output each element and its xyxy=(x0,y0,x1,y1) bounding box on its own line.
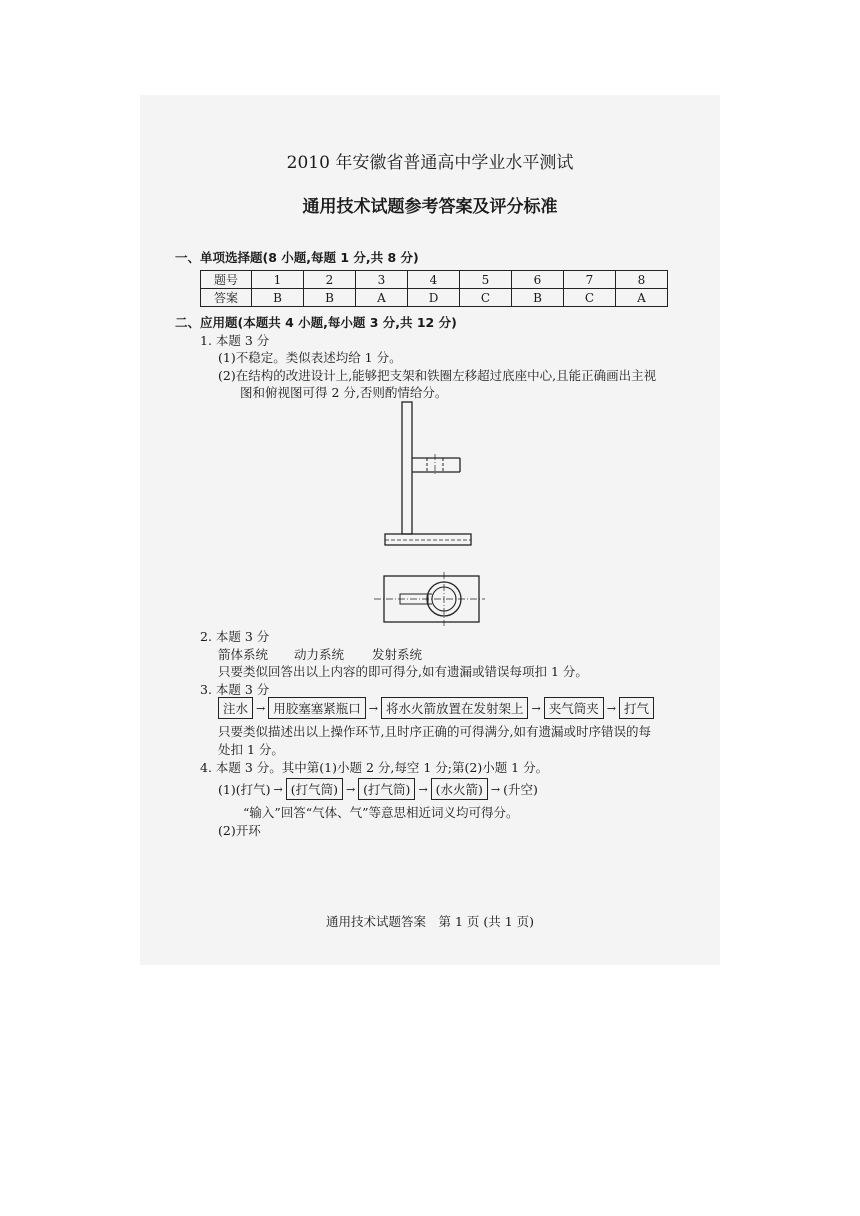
q4-note: “输入”回答“气体、气”等意思相近词义均可得分。 xyxy=(243,805,519,820)
table-cell: 答案 xyxy=(201,289,252,307)
flow-step: 打气 xyxy=(619,697,654,719)
table-cell: 8 xyxy=(616,271,668,289)
q2-term-3: 发射系统 xyxy=(372,647,423,662)
q1-item1: (1)不稳定。类似表述均给 1 分。 xyxy=(218,350,402,365)
q1-item2-line2: 图和俯视图可得 2 分,否则酌情给分。 xyxy=(240,385,448,400)
table-cell: 3 xyxy=(356,271,408,289)
flow-step: 夹气筒夹 xyxy=(544,697,604,719)
table-cell: 2 xyxy=(304,271,356,289)
q3-flowchart xyxy=(218,697,654,719)
answer-table xyxy=(200,270,668,307)
q4-title: 4. 本题 3 分。其中第(1)小题 2 分,每空 1 分;第(2)小题 1 分。 xyxy=(200,760,549,775)
top-view-drawing xyxy=(372,568,487,628)
q2-note: 只要类似回答出以上内容的即可得分,如有遗漏或错误每项扣 1 分。 xyxy=(218,664,588,679)
table-cell: B xyxy=(304,289,356,307)
q2-title: 2. 本题 3 分 xyxy=(200,629,270,644)
section1-heading: 一、单项选择题(8 小题,每题 1 分,共 8 分) xyxy=(175,250,419,265)
q1-title: 1. 本题 3 分 xyxy=(200,333,270,348)
table-cell: A xyxy=(616,289,668,307)
section2-heading: 二、应用题(本题共 4 小题,每小题 3 分,共 12 分) xyxy=(175,315,457,330)
table-cell: 4 xyxy=(408,271,460,289)
table-cell: A xyxy=(356,289,408,307)
flow-suffix: (升空) xyxy=(503,782,538,797)
flow-step: 将水火箭放置在发射架上 xyxy=(381,697,529,719)
table-cell: C xyxy=(564,289,616,307)
front-view-drawing xyxy=(375,400,475,550)
arrow-icon: → xyxy=(345,782,356,796)
page-footer: 通用技术试题答案 第 1 页 (共 1 页) xyxy=(325,914,535,929)
document-title: 2010 年安徽省普通高中学业水平测试 xyxy=(286,153,574,173)
table-cell: 1 xyxy=(252,271,304,289)
arrow-icon: → xyxy=(418,782,428,796)
table-cell: D xyxy=(408,289,460,307)
table-cell: 5 xyxy=(460,271,512,289)
document-subtitle: 通用技术试题参考答案及评分标准 xyxy=(302,197,558,217)
q3-note-line1: 只要类似描述出以上操作环节,且时序正确的可得满分,如有遗漏或时序错误的每 xyxy=(218,724,651,739)
flow-box: (水火箭) xyxy=(431,778,488,800)
q2-term-1: 箭体系统 xyxy=(218,647,269,662)
q1-item2-line1: (2)在结构的改进设计上,能够把支架和铁圈左移超过底座中心,且能正确画出主视 xyxy=(218,368,657,383)
flow-step: 注水 xyxy=(218,697,253,719)
flow-prefix: (1)(打气) xyxy=(218,782,271,797)
table-cell: 题号 xyxy=(201,271,252,289)
arrow-icon: → xyxy=(606,701,616,715)
table-cell: 7 xyxy=(564,271,616,289)
arrow-icon: → xyxy=(273,782,283,796)
arrow-icon: → xyxy=(256,701,266,715)
table-cell: B xyxy=(252,289,304,307)
q4-flowchart xyxy=(218,778,538,800)
q3-note-line2: 处扣 1 分。 xyxy=(218,742,284,757)
q4-item2: (2)开环 xyxy=(218,823,261,838)
q3-title: 3. 本题 3 分 xyxy=(200,682,270,697)
flow-step: 用胶塞塞紧瓶口 xyxy=(268,697,366,719)
table-cell: 6 xyxy=(512,271,564,289)
arrow-icon: → xyxy=(368,701,378,715)
table-cell: B xyxy=(512,289,564,307)
table-row-numbers xyxy=(201,271,668,289)
q2-term-2: 动力系统 xyxy=(294,647,345,662)
arrow-icon: → xyxy=(531,701,541,715)
arrow-icon: → xyxy=(490,782,501,796)
flow-box: (打气筒) xyxy=(358,778,415,800)
table-cell: C xyxy=(460,289,512,307)
table-row-answers xyxy=(201,289,668,307)
flow-box: (打气筒) xyxy=(286,778,343,800)
